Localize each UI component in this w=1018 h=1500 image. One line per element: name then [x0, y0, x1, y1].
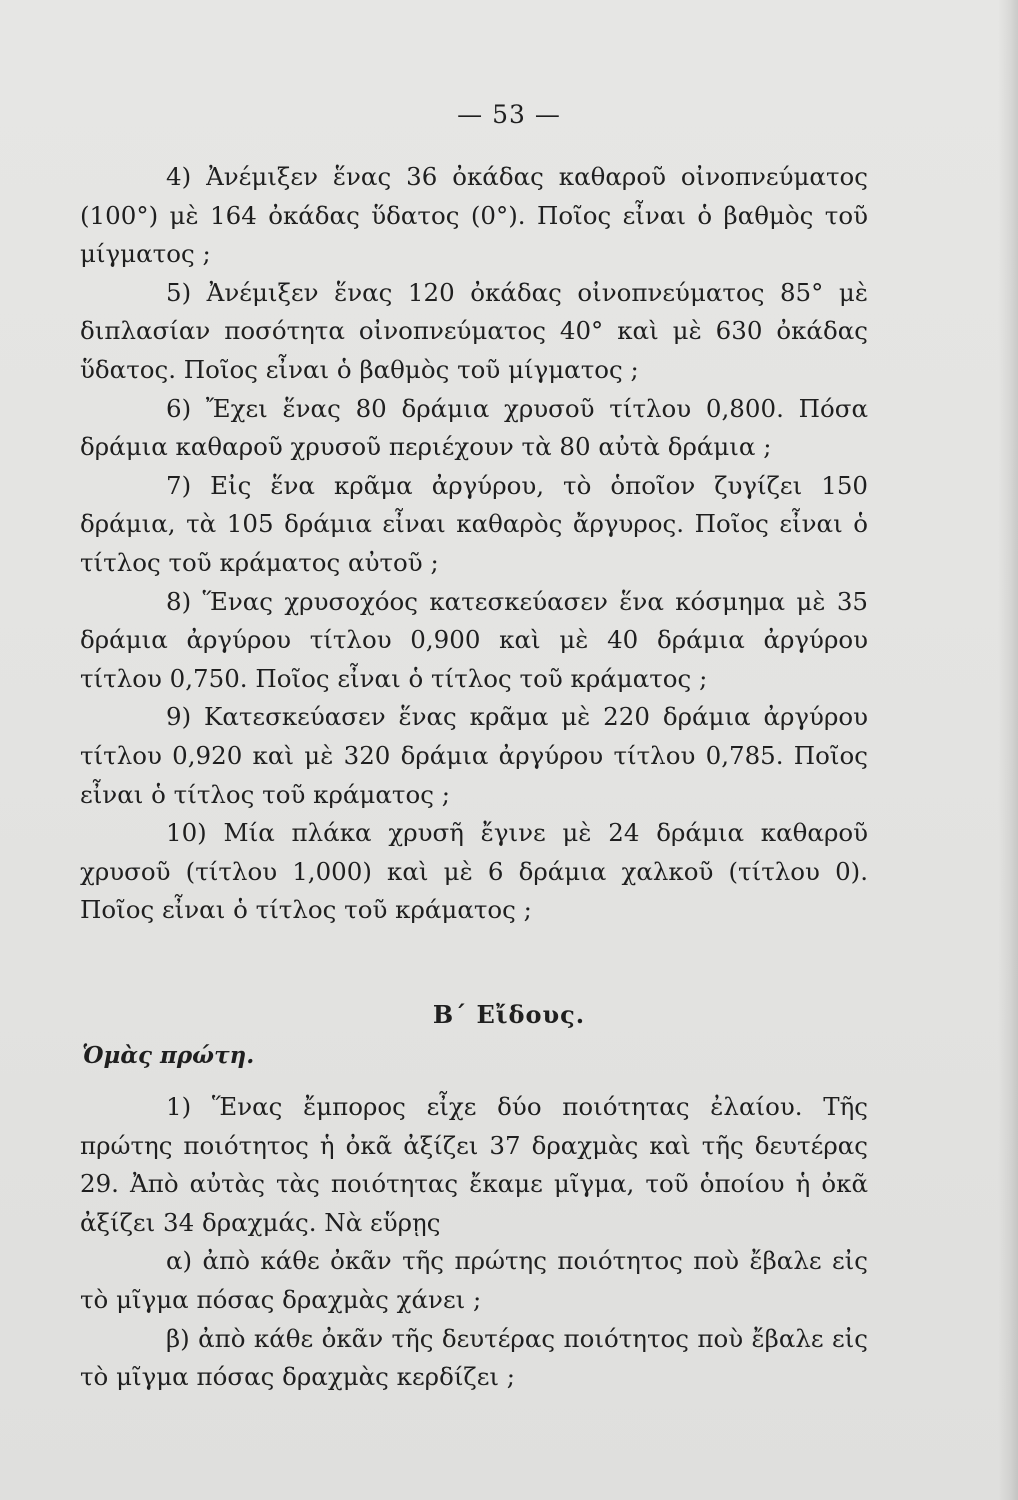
problem-5: 5) Ἀνέμιξεν ἕνας 120 ὀκάδας οἰνοπνεύματος 85° μὲ διπλασίαν ποσότητα οἰνοπνεύματος 40° καὶ μὲ 630 ὀκάδας ὕδατος. Ποῖος εἶναι ὁ βαθμὸς τοῦ μίγματος ; — [80, 277, 868, 384]
problems-list-a — [80, 158, 868, 930]
page-edge-shadow — [998, 0, 1018, 1500]
problem-7: 7) Εἰς ἕνα κρᾶμα ἀργύρου, τὸ ὁποῖον ζυγίζει 150 δράμια, τὰ 105 δράμια εἶναι καθαρὸς ἄργυρος. Ποῖος εἶναι ὁ τίτλος τοῦ κράματος αὐτοῦ ; — [80, 470, 868, 577]
problem-10: 10) Μία πλάκα χρυσῆ ἔγινε μὲ 24 δράμια καθαροῦ χρυσοῦ (τίτλου 1,000) καὶ μὲ 6 δράμια χαλκοῦ (τίτλου 0). Ποῖος εἶναι ὁ τίτλος τοῦ κράματος ; — [80, 818, 868, 925]
problem-6: 6) Ἔχει ἕνας 80 δράμια χρυσοῦ τίτλου 0,800. Πόσα δράμια καθαροῦ χρυσοῦ περιέχουν τὰ 80 αὐτὰ δράμια ; — [80, 393, 868, 462]
problem-b-1-part-b: β) ἀπὸ κάθε ὀκᾶν τῆς δευτέρας ποιότητος ποὺ ἔβαλε εἰς τὸ μῖγμα πόσας δραχμὰς κερδίζει ; — [80, 1323, 868, 1392]
problem-b-1-part-a: α) ἀπὸ κάθε ὀκᾶν τῆς πρώτης ποιότητος ποὺ ἔβαλε εἰς τὸ μῖγμα πόσας δραχμὰς χάνει ; — [80, 1246, 868, 1314]
problem-9: 9) Κατεσκεύασεν ἕνας κρᾶμα μὲ 220 δράμια ἀργύρου τίτλου 0,920 καὶ μὲ 320 δράμια ἀργύρου τίτλου 0,785. Ποῖος εἶναι ὁ τίτλος τοῦ κράματος ; — [80, 702, 868, 809]
problem-4: 4) Ἀνέμιξεν ἕνας 36 ὀκάδας καθαροῦ οἰνοπνεύματος (100°) μὲ 164 ὀκάδας ὕδατος (0°). Ποῖος εἶναι ὁ βαθμὸς τοῦ μίγματος ; — [80, 162, 868, 269]
problem-b-1: 1) Ἕνας ἔμπορος εἶχε δύο ποιότητας ἐλαίου. Τῆς πρώτης ποιότητος ἡ ὀκᾶ ἀξίζει 37 δραχμὰς καὶ τῆς δευτέρας 29. Ἀπὸ αὐτὰς τὰς ποιότητας ἔκαμε μῖγμα, τοῦ ὁποίου ἡ ὀκᾶ ἀξίζει 34 δραχμάς. Νὰ εὕρῃς — [80, 1092, 868, 1237]
problem-8: 8) Ἕνας χρυσοχόος κατεσκεύασεν ἕνα κόσμημα μὲ 35 δράμια ἀργύρου τίτλου 0,900 καὶ μὲ 40 δράμια ἀργύρου τίτλου 0,750. Ποῖος εἶναι ὁ τίτλος τοῦ κράματος ; — [80, 586, 868, 693]
page-number: — 53 — — [457, 100, 561, 129]
section-heading: Β΄ Εἴδους. — [432, 1000, 586, 1029]
group-heading: Ὁμὰς πρώτη. — [82, 1042, 255, 1069]
problems-list-b — [80, 1088, 868, 1397]
